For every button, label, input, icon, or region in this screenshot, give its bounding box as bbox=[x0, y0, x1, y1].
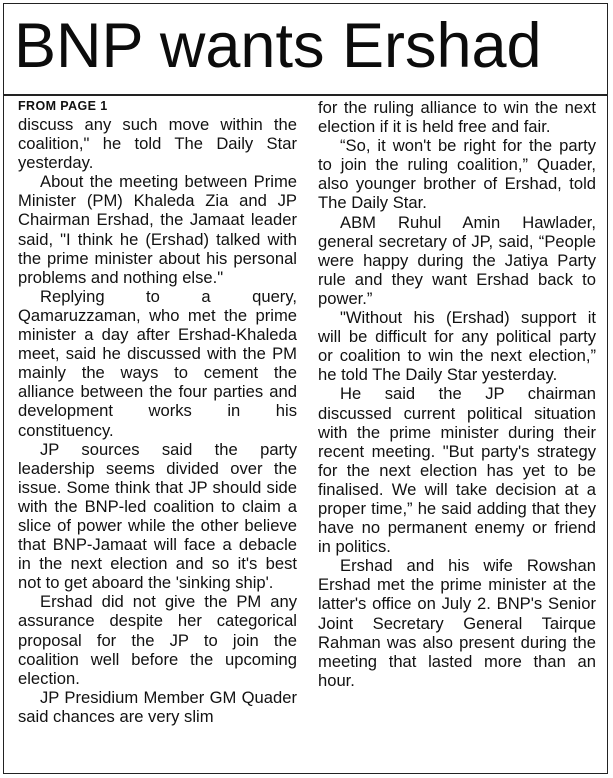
right-column bbox=[318, 98, 596, 690]
paragraph: Ershad and his wife Rowshan Ershad met the prime minister at the latter's office on July 2. BNP's Senior Joint Secretary General Tairque Rahman was also present during the meeting that lasted more than an hour. bbox=[318, 556, 596, 690]
paragraph: JP sources said the party leadership seems divided over the issue. Some think that JP should side with the BNP-led coalition to claim a slice of power while the other believe that BNP-Jamaat will face a debacle in the next election and so it's best not to get aboard the 'sinking ship'. bbox=[18, 439, 297, 593]
paragraph: He said the JP chairman discussed current political situation with the prime minister during their recent meeting. "But party's strategy for the next election has yet to be finalised. We will take decision at a proper time,” he said adding that they have no permanent enemy or friend in politics. bbox=[318, 384, 596, 557]
paragraph: ABM Ruhul Amin Hawlader, general secretary of JP, said, “People were happy during the Jatiya Party rule and they want Ershad back to power.” bbox=[318, 212, 596, 308]
paragraph: discuss any such move within the coalition," he told The Daily Star yesterday. bbox=[18, 115, 297, 173]
paragraph: JP Presidium Member GM Quader said chances are very slim bbox=[18, 687, 297, 726]
left-column bbox=[18, 98, 297, 726]
paragraph: for the ruling alliance to win the next election if it is held free and fair. bbox=[318, 98, 596, 137]
paragraph: Replying to a query, Qamaruzzaman, who met the prime minister a day after Ershad-Khaleda meet, said he discussed with the PM mainly the ways to cement the alliance between the four parties and development works in his constituency. bbox=[18, 286, 297, 440]
paragraph: “So, it won't be right for the party to join the ruling coalition,” Quader, also younger brother of Ershad, told The Daily Star. bbox=[318, 136, 596, 213]
paragraph: Ershad did not give the PM any assurance despite her categorical proposal for the JP to join the coalition well before the upcoming election. bbox=[18, 592, 297, 688]
paragraph: "Without his (Ershad) support it will be difficult for any political party or coalition to win the next election,” he told The Daily Star yesterday. bbox=[318, 308, 596, 385]
jump-label: FROM PAGE 1 bbox=[18, 99, 108, 113]
headline-divider bbox=[3, 94, 608, 96]
headline: BNP wants Ershad bbox=[14, 11, 542, 81]
paragraph: About the meeting between Prime Minister (PM) Khaleda Zia and JP Chairman Ershad, the Jamaat leader said, "I think he (Ershad) talked with the prime minister about his personal problems and nothing else." bbox=[18, 172, 297, 287]
